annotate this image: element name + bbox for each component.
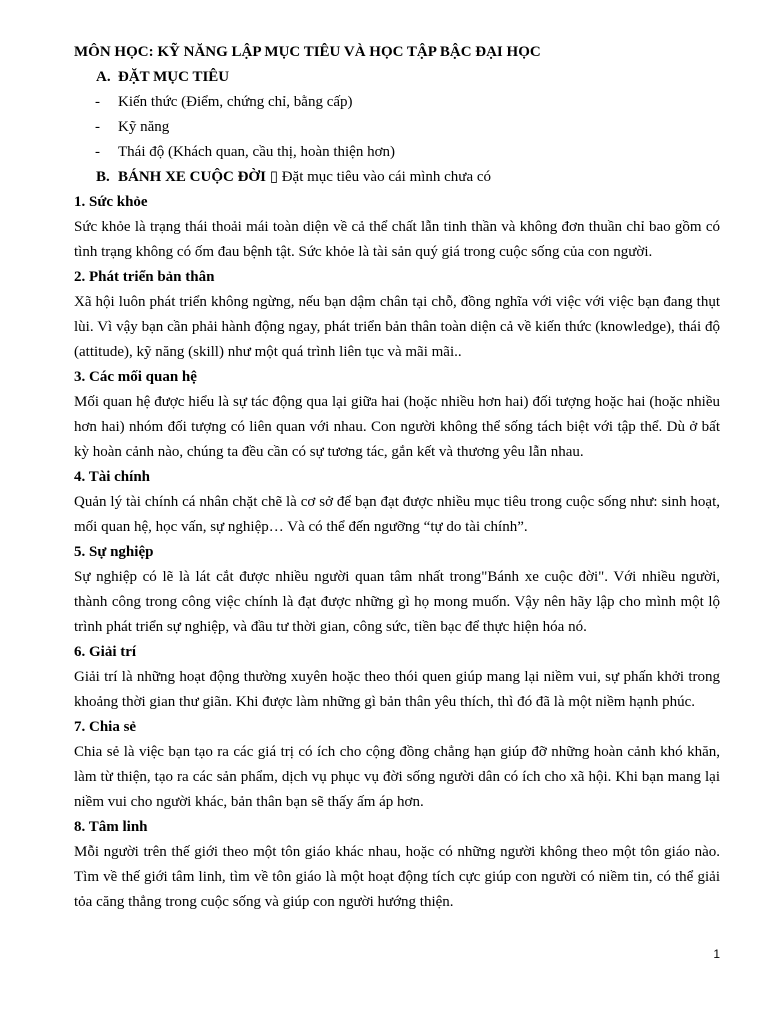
list-item xyxy=(74,90,720,115)
section-heading: 8. Tâm linh xyxy=(74,819,148,835)
section-body: Mối quan hệ được hiểu là sự tác động qua lại giữa hai (hoặc nhiều hơn hai) đối tượng hoặc hai (hoặc nhiều hơn hai) nhóm đối tượng có liên quan với nhau. Con người không thể sống tách biệt với tập thể. Dù ở bất kỳ hoàn cảnh nào, chúng ta đều cần có sự tương tác, gắn kết và thương yêu lẫn nhau. xyxy=(74,394,720,460)
bullet-dash: - xyxy=(95,94,100,110)
section-body: Chia sẻ là việc bạn tạo ra các giá trị có ích cho cộng đồng chẳng hạn giúp đỡ những hoàn cảnh khó khăn, làm từ thiện, tạo ra các sản phẩm, dịch vụ phục vụ đời sống người dân có ích cho xã hội. Khi bạn mang lại niềm vui cho người khác, bản thân bạn sẽ thấy ấm áp hơn. xyxy=(74,744,720,810)
section-body: Sức khỏe là trạng thái thoải mái toàn diện về cả thể chất lẫn tinh thần và không đơn thuần chỉ bao gồm có tình trạng không có ốm đau bệnh tật. Sức khỏe là tài sản quý giá trong cuộc sống của con người. xyxy=(74,219,720,260)
section-body: Quản lý tài chính cá nhân chặt chẽ là cơ sở để bạn đạt được nhiều mục tiêu trong cuộc sống như: sinh hoạt, mối quan hệ, học vấn, sự nghiệp… Và có thể đến ngưỡng “tự do tài chính”. xyxy=(74,494,720,535)
part-b-label: BÁNH XE CUỘC ĐỜI xyxy=(118,169,266,185)
part-a-label: ĐẶT MỤC TIÊU xyxy=(118,69,230,85)
list-item-text: Thái độ (Khách quan, cầu thị, hoàn thiện hơn) xyxy=(118,144,396,160)
list-item xyxy=(74,115,720,140)
part-b-mark: B. xyxy=(96,169,110,185)
list-item-text: Kiến thức (Điểm, chứng chỉ, bằng cấp) xyxy=(118,94,353,110)
section-heading: 5. Sự nghiệp xyxy=(74,544,154,560)
section-body: Xã hội luôn phát triển không ngừng, nếu bạn dậm chân tại chỗ, đồng nghĩa với việc với việc bạn đang thụt lùi. Vì vậy bạn cần phải hành động ngay, phát triển bản thân toàn diện cả về kiến thức (knowledge), thái độ (attitude), kỹ năng (skill) như một quá trình liên tục và mãi mãi.. xyxy=(74,294,720,360)
section-heading: 7. Chia sẻ xyxy=(74,719,137,735)
bullet-dash: - xyxy=(95,119,100,135)
section-body: Sự nghiệp có lẽ là lát cắt được nhiều người quan tâm nhất trong"Bánh xe cuộc đời". Với nhiều người, thành công trong công việc chính là đạt được những gì họ mong muốn. Vậy nên hãy lập cho mình một lộ trình phát triển sự nghiệp, và đầu tư thời gian, công sức, tiền bạc để thực hiện hóa nó. xyxy=(74,569,720,635)
section-heading: 2. Phát triển bản thân xyxy=(74,269,215,285)
bullet-dash: - xyxy=(95,144,100,160)
document-title: MÔN HỌC: KỸ NĂNG LẬP MỤC TIÊU VÀ HỌC TẬP BẬC ĐẠI HỌC xyxy=(74,44,541,60)
section-heading: 1. Sức khỏe xyxy=(74,194,148,210)
section-body: Giải trí là những hoạt động thường xuyên hoặc theo thói quen giúp mang lại niềm vui, sự phấn khởi trong khoảng thời gian thư giãn. Khi được làm những gì bản thân yêu thích, thì đó đã là một niềm hạnh phúc. xyxy=(74,669,720,710)
part-b-line xyxy=(118,165,491,190)
section-heading: 6. Giải trí xyxy=(74,644,137,660)
section-heading: 3. Các mối quan hệ xyxy=(74,369,197,385)
section-body: Mỗi người trên thế giới theo một tôn giáo khác nhau, hoặc có những người không theo một tôn giáo nào. Tìm về thế giới tâm linh, tìm về tôn giáo là một hoạt động tích cực giúp con người có niềm tin, có thể giải tỏa căng thẳng trong cuộc sống và giúp con người hướng thiện. xyxy=(74,844,720,910)
arrow-icon: ▯ xyxy=(269,169,278,185)
part-a-mark: A. xyxy=(96,69,111,85)
section-heading: 4. Tài chính xyxy=(74,469,151,485)
page-number: 1 xyxy=(713,947,720,961)
part-a-heading xyxy=(74,65,720,90)
part-b-heading xyxy=(74,165,720,190)
list-item-text: Kỹ năng xyxy=(118,119,170,135)
sections xyxy=(74,190,720,915)
list-item xyxy=(74,140,720,165)
part-b-rest: Đặt mục tiêu vào cái mình chưa có xyxy=(277,169,492,185)
